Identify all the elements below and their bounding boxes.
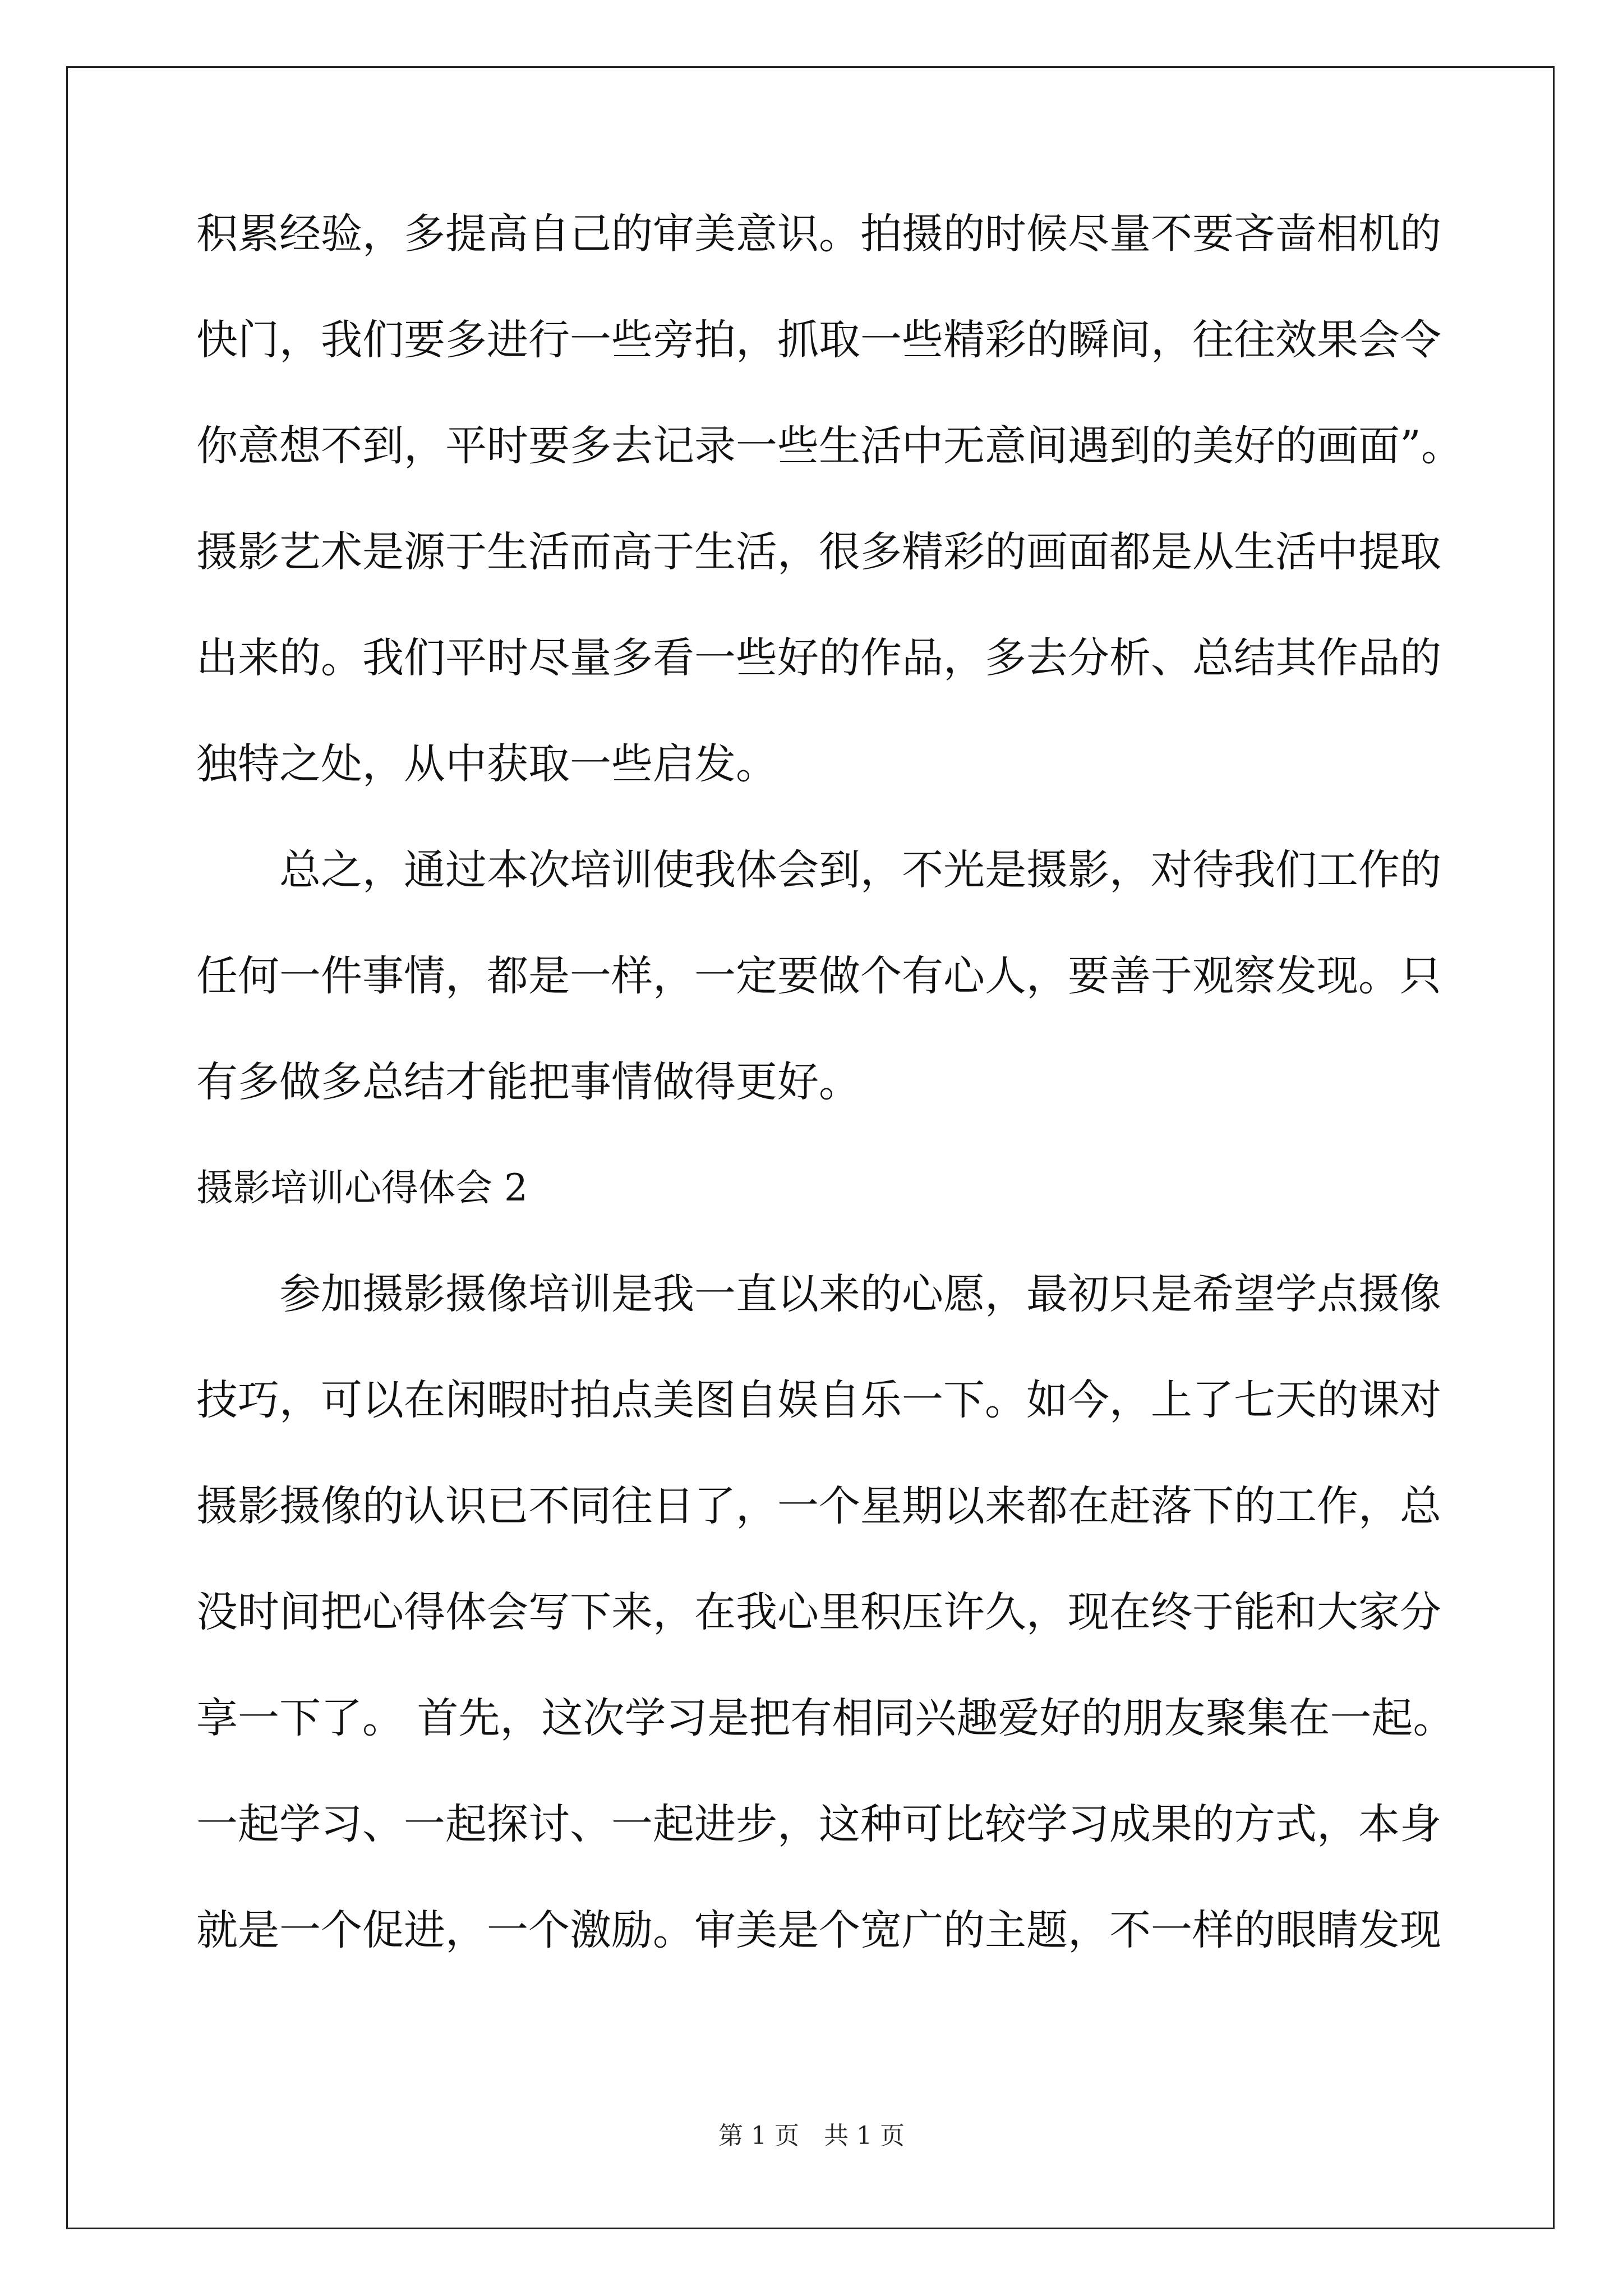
text-line: 总之，通过本次培训使我体会到，不光是摄影，对待我们工作的 xyxy=(279,846,1441,894)
text-line: 出来的。我们平时尽量多看一些好的作品，多去分析、总结其作品的 xyxy=(196,634,1441,682)
section-heading: 摄影培训心得体会 2 xyxy=(196,1166,528,1209)
text-line: 没时间把心得体会写下来，在我心里积压许久，现在终于能和大家分 xyxy=(196,1588,1441,1636)
text-line: 参加摄影摄像培训是我一直以来的心愿，最初只是希望学点摄像 xyxy=(279,1270,1441,1318)
text-line: 摄影艺术是源于生活而高于生活，很多精彩的画面都是从生活中提取 xyxy=(196,528,1441,576)
text-line: 摄影摄像的认识已不同往日了，一个星期以来都在赶落下的工作，总 xyxy=(196,1482,1441,1530)
text-line: 一起学习、一起探讨、一起进步，这种可比较学习成果的方式，本身 xyxy=(196,1800,1441,1848)
text-line: 有多做多总结才能把事情做得更好。 xyxy=(196,1058,860,1106)
text-line: 快门，我们要多进行一些旁拍，抓取一些精彩的瞬间，往往效果会令 xyxy=(196,316,1441,364)
text-line: 独特之处，从中获取一些启发。 xyxy=(196,740,777,788)
text-line: 享一下了。 首先，这次学习是把有相同兴趣爱好的朋友聚集在一起。 xyxy=(196,1694,1455,1742)
text-line: 就是一个促进，一个激励。审美是个宽广的主题，不一样的眼睛发现 xyxy=(196,1906,1441,1954)
text-line: 积累经验，多提高自己的审美意识。拍摄的时候尽量不要吝啬相机的 xyxy=(196,210,1441,258)
text-line: 任何一件事情，都是一样，一定要做个有心人，要善于观察发现。只 xyxy=(196,952,1441,1000)
text-line: 你意想不到，平时要多去记录一些生活中无意间遇到的美好的画面”。 xyxy=(196,422,1463,470)
text-line: 技巧，可以在闲暇时拍点美图自娱自乐一下。如今，上了七天的课对 xyxy=(196,1376,1441,1424)
document-body xyxy=(196,210,1463,2016)
page-footer: 第 1 页 共 1 页 xyxy=(718,2122,905,2150)
